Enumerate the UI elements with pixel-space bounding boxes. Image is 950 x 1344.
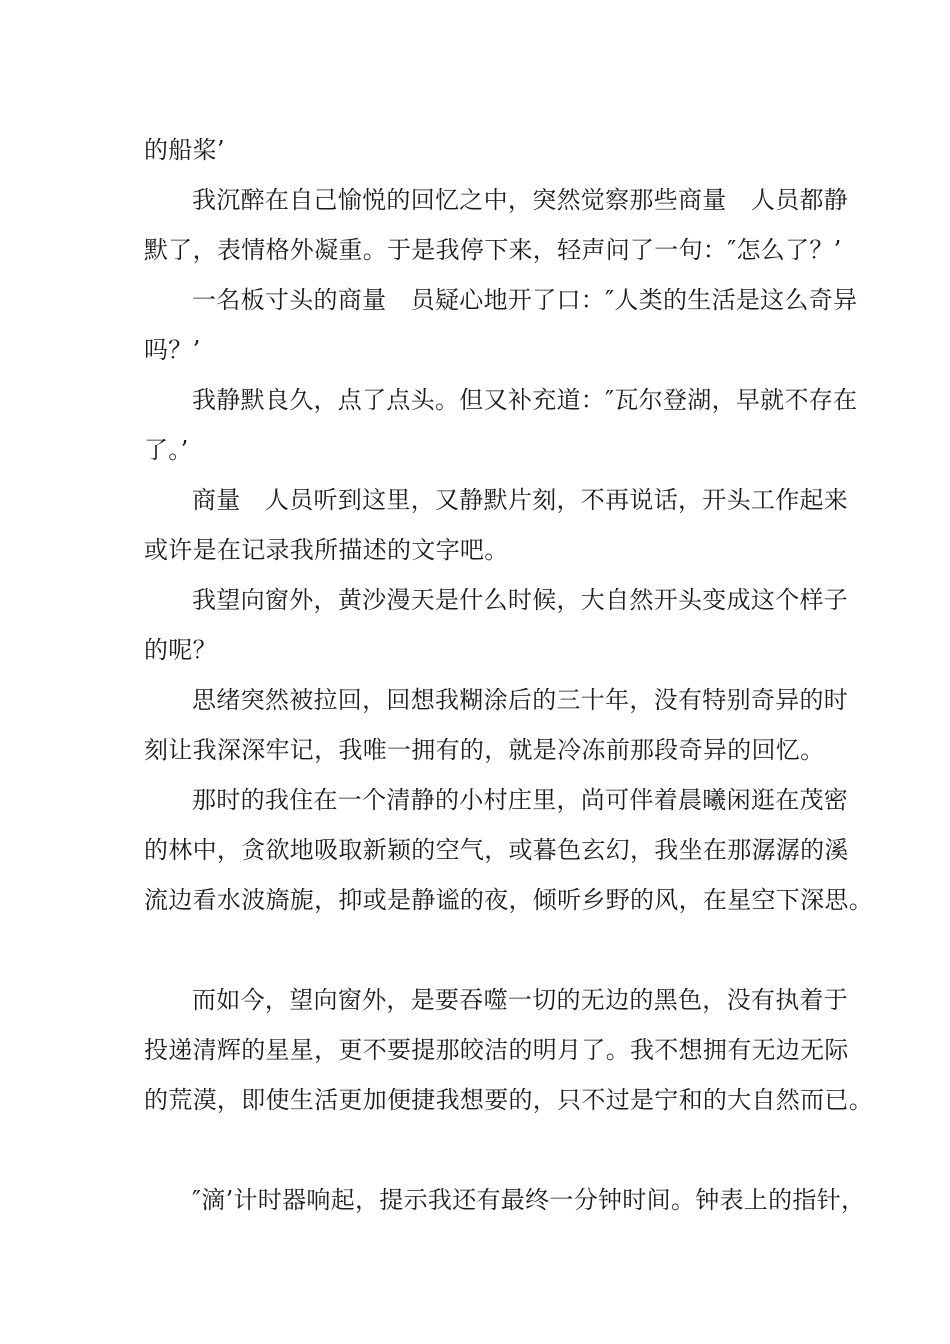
text-line: 默了，表情格外凝重。于是我停下来，轻声问了一句：″怎么了？’	[144, 236, 842, 264]
text-line: 吗？’	[144, 336, 201, 364]
text-line: 一名板寸头的商量 员疑心地开了口：″人类的生活是这么奇异	[192, 286, 858, 314]
text-line: ″滴’计时器响起，提示我还有最终一分钟时间。钟表上的指针，	[192, 1186, 866, 1214]
text-line: 了。’	[144, 436, 189, 464]
text-line: 我静默良久，点了点头。但又补充道：″瓦尔登湖，早就不存在	[192, 386, 858, 414]
text-line: 的船桨’	[144, 136, 225, 164]
text-line: 的荒漠，即使生活更加便捷我想要的，只不过是宁和的大自然而已。	[144, 1086, 873, 1114]
text-line: 思绪突然被拉回，回想我糊涂后的三十年，没有特别奇异的时	[192, 686, 849, 714]
text-line: 我望向窗外，黄沙漫天是什么时候，大自然开头变成这个样子	[192, 586, 849, 614]
text-line: 投递清辉的星星，更不要提那皎洁的明月了。我不想拥有无边无际	[144, 1036, 849, 1064]
text-line: 刻让我深深牢记，我唯一拥有的，就是冷冻前那段奇异的回忆。	[144, 736, 825, 764]
text-line: 而如今，望向窗外，是要吞噬一切的无边的黑色，没有执着于	[192, 986, 849, 1014]
text-line: 流边看水波旖旎，抑或是静谧的夜，倾听乡野的风，在星空下深思。	[144, 886, 873, 914]
text-line: 我沉醉在自己愉悦的回忆之中，突然觉察那些商量 人员都静	[192, 186, 849, 214]
text-line: 商量 人员听到这里，又静默片刻，不再说话，开头工作起来	[192, 486, 849, 514]
text-line: 那时的我住在一个清静的小村庄里，尚可伴着晨曦闲逛在茂密	[192, 786, 849, 814]
text-line: 的呢？	[144, 636, 217, 664]
text-line: 或许是在记录我所描述的文字吧。	[144, 536, 509, 564]
text-line: 的林中，贪欲地吸取新颖的空气，或暮色玄幻，我坐在那潺潺的溪	[144, 836, 849, 864]
